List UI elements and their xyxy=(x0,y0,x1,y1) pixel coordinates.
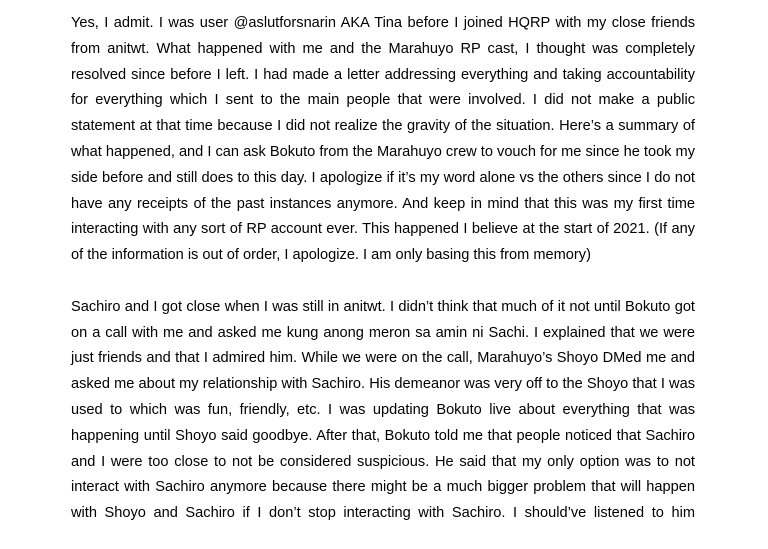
paragraph-sachiro: Sachiro and I got close when I was still in anitwt. I didn’t think that much of it not until Bokuto got on a call with me and asked me kung anong meron sa amin ni Sachi. I explained that we were just friends and that I admired him. While we were on the call, Marahuyo’s Shoyo DMed me and asked me about my relationship with Sachiro. His demeanor was very off to the Shoyo that I was used to which was fun, friendly, etc. I was updating Bokuto live about everything that was happening until Shoyo said goodbye. After that, Bokuto told me that people noticed that Sachiro and I were too close to not be considered suspicious. He said that my only option was to not interact with Sachiro anymore because there might be a much bigger problem that will happen with Shoyo and Sachiro if I don’t stop interacting with Sachiro. I should’ve listened to him xyxy=(71,298,695,522)
paragraph-admission: Yes, I admit. I was user @aslutforsnarin AKA Tina before I joined HQRP with my close friends from anitwt. What happened with me and the Marahuyo RP cast, I thought was completely resolved since before I left. I had made a letter addressing everything and taking accountability for everything which I sent to the main people that were involved. I did not make a public statement at that time because I did not realize the gravity of the situation. Here’s a summary of what happened, and I can ask Bokuto from the Marahuyo crew to vouch for me since he took my side before and still does to this day. I apologize if it’s my word alone vs the others since I do not have any receipts of the past instances anymore. And keep in mind that this was my first time interacting with any sort of RP account ever. This happened I believe at the start of 2021. (If any of the information is out of order, I apologize. I am only basing this from memory) xyxy=(71,15,695,264)
document-page xyxy=(71,11,695,527)
